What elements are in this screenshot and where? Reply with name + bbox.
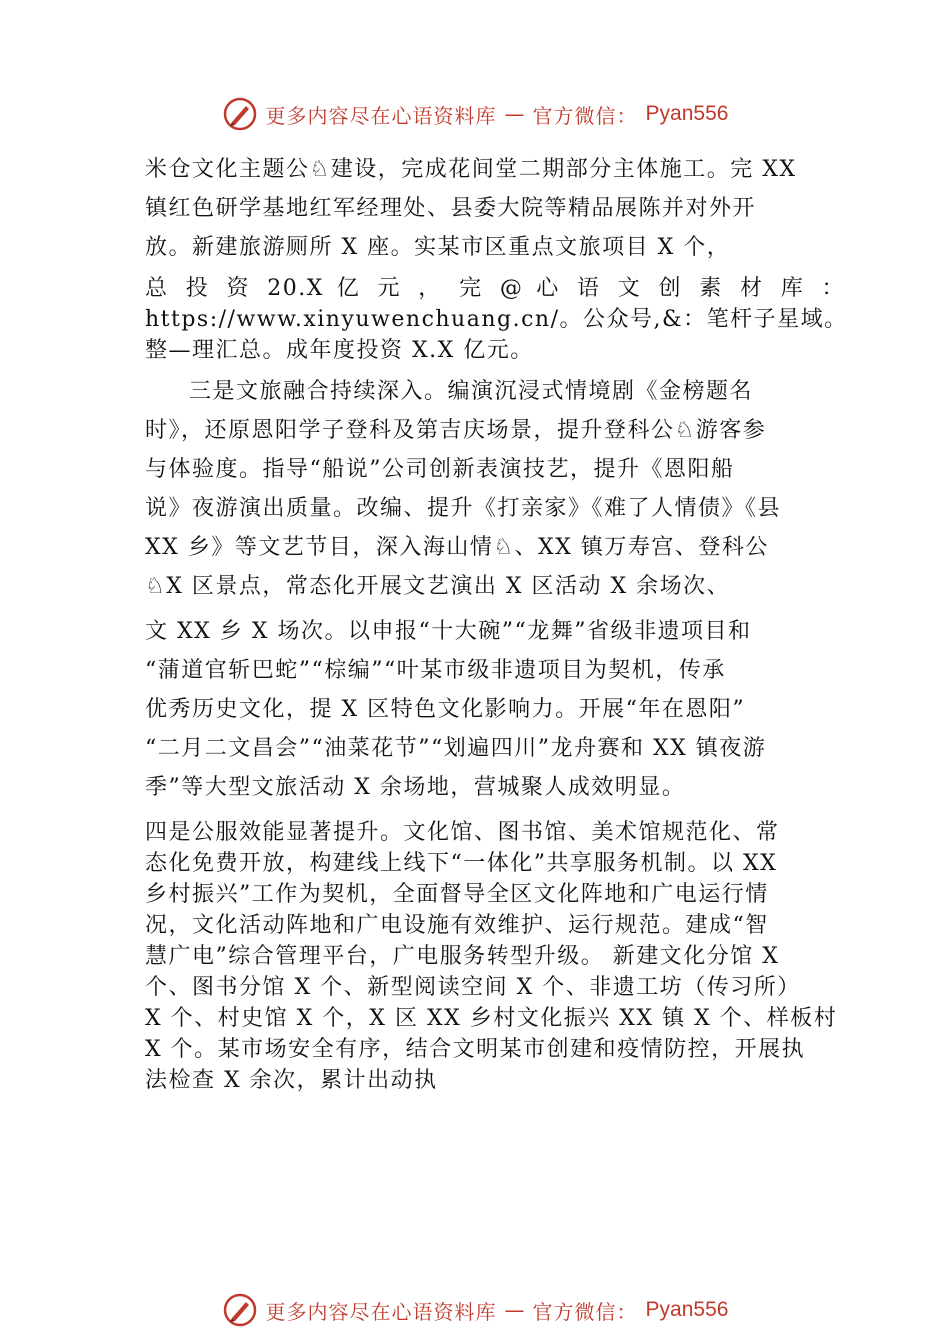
text-line: 整—理汇总。成年度投资 X.X 亿元。 (145, 338, 534, 363)
text-line: “二月二文昌会”“油菜花节”“划遍四川”龙舟赛和 XX 镇夜游 (145, 736, 767, 761)
watermark-account: Pyan556 (645, 102, 729, 125)
text-line: 与体验度。指导“船说”公司创新表演技艺，提升《恩阳船 (145, 457, 735, 482)
header-watermark (0, 94, 950, 134)
watermark-label: 官方微信： (532, 1299, 638, 1324)
text-line: 季”等大型文旅活动 X 余场地，营城聚人成效明显。 (145, 775, 686, 800)
text-line: 总 投 资 20.X 亿 元 ， 完 @ 心 语 文 创 素 材 库 ： (145, 276, 845, 301)
text-line: 放。新建旅游厕所 X 座。实某市区重点文旅项目 X 个， (145, 235, 731, 260)
text-line: 乡村振兴”工作为契机，全面督导全区文化阵地和广电运行情 (145, 882, 769, 907)
pen-logo-icon (222, 96, 258, 132)
text-line: 态化免费开放，构建线上线下“一体化”共享服务机制。以 XX (145, 851, 778, 876)
watermark-text: 更多内容尽在心语资料库 (265, 103, 497, 128)
text-line: 况，文化活动阵地和广电设施有效维护、运行规范。建成“智 (145, 913, 769, 938)
text-line: 个、图书分馆 X 个、新型阅读空间 X 个、非遗工坊（传习所） (145, 975, 801, 1000)
text-line: 优秀历史文化，提 X 区特色文化影响力。开展“年在恩阳” (145, 697, 746, 722)
footer-watermark (0, 1290, 950, 1330)
paragraph-start: 四是公服效能显著提升。文化馆、图书馆、美术馆规范化、常 (145, 820, 780, 845)
text-line: 文 XX 乡 X 场次。以申报“十大碗”“龙舞”省级非遗项目和 (145, 619, 752, 644)
text-line: 法检查 X 余次，累计出动执 (145, 1068, 438, 1093)
text-line: 镇红色研学基地红军经理处、县委大院等精品展陈并对外开 (145, 196, 757, 221)
watermark-separator: — (504, 102, 525, 126)
source-url-line: https://www.xinyuwenchuang.cn/。公众号,&：笔杆子星域。 (145, 307, 848, 332)
text-line: X 个。某市场安全有序，结合文明某市创建和疫情防控，开展执 (145, 1037, 806, 1062)
watermark-text: 更多内容尽在心语资料库 (265, 1299, 497, 1324)
text-line: ♘X 区景点，常态化开展文艺演出 X 区活动 X 余场次、 (145, 574, 731, 599)
paragraph-start: 三是文旅融合持续深入。编演沉浸式情境剧《金榜题名 (189, 379, 754, 404)
text-line: XX 乡》等文艺节目，深入海山情♘、XX 镇万寿宫、登科公 (145, 535, 769, 560)
text-line: 慧广电”综合管理平台，广电服务转型升级。 新建文化分馆 X (145, 944, 780, 969)
pen-logo-icon (222, 1292, 258, 1328)
watermark-account: Pyan556 (645, 1298, 729, 1321)
text-line: X 个、村史馆 X 个，X 区 XX 乡村文化振兴 XX 镇 X 个、样板村 (145, 1006, 838, 1031)
text-line: 说》夜游演出质量。改编、提升《打亲家》《难了人情债》《县 (145, 496, 782, 521)
watermark-label: 官方微信： (532, 103, 638, 128)
text-line: 时》，还原恩阳学子登科及第吉庆场景，提升登科公♘游客参 (145, 418, 767, 443)
text-line: 米仓文化主题公♘建设，完成花间堂二期部分主体施工。完 XX (145, 157, 797, 182)
text-line: “蒲道官斩巴蛇”“棕编”“叶某市级非遗项目为契机，传承 (145, 658, 726, 683)
document-body (145, 150, 848, 1096)
watermark-separator: — (504, 1298, 525, 1322)
